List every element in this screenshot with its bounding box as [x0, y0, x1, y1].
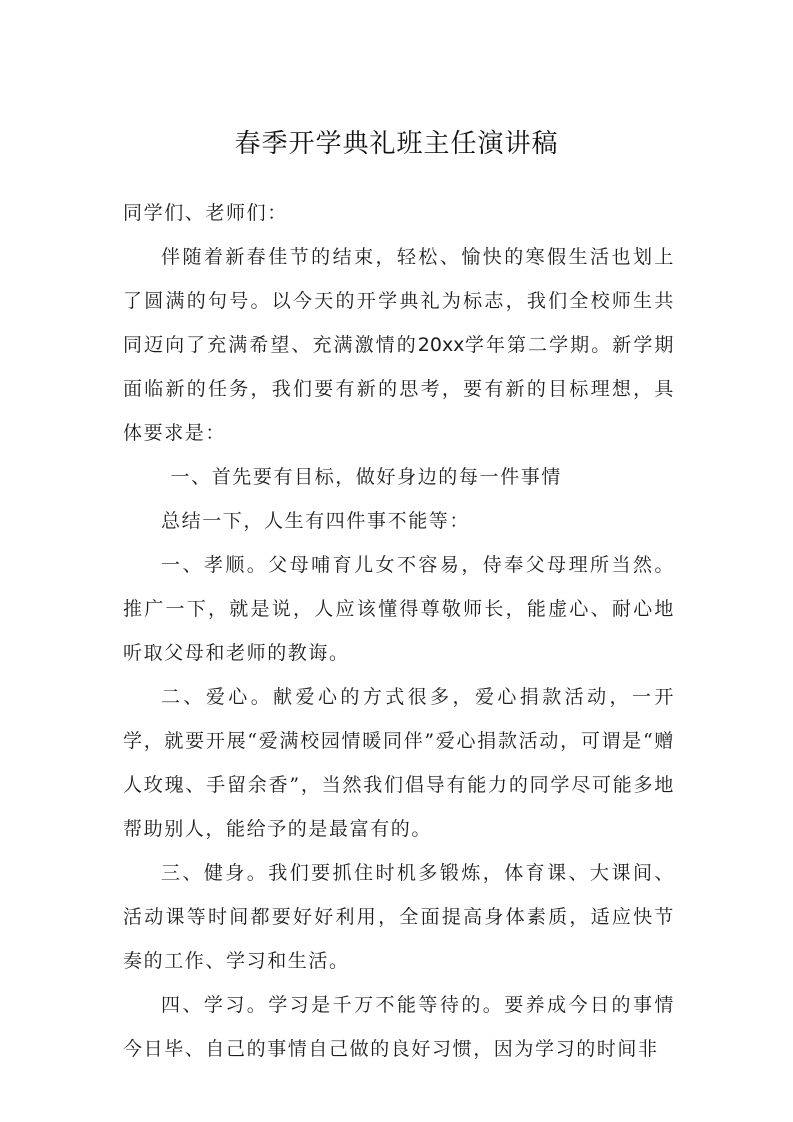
document-title: 春季开学典礼班主任演讲稿 [234, 129, 559, 159]
item-paragraph: 四、学习。学习是千万不能等待的。要养成今日的事情今日毕、自己的事情自己做的良好习惯，因为学习的时间非 [123, 994, 675, 1060]
intro-paragraph [123, 235, 675, 455]
document-body [123, 191, 675, 1071]
section-heading: 一、首先要有目标，做好身边的每一件事情 [170, 466, 562, 488]
intro-text-after: 学年第二学期。新学期面临新的任务，我们要有新的思考，要有新的目标理想，具体要求是： [123, 334, 675, 444]
school-year: 20xx [417, 334, 465, 356]
greeting: 同学们、老师们： [123, 202, 288, 224]
item-paragraph: 一、孝顺。父母哺育儿女不容易，侍奉父母理所当然。推广一下，就是说，人应该懂得尊敬师长，能虚心、耐心地听取父母和老师的教诲。 [123, 554, 675, 664]
summary-line: 总结一下，人生有四件事不能等： [161, 510, 471, 532]
item-paragraph: 三、健身。我们要抓住时机多锻炼，体育课、大课间、活动课等时间都要好好利用，全面提高身体素质，适应快节奏的工作、学习和生活。 [123, 862, 675, 972]
item-paragraph: 二、爱心。献爱心的方式很多，爱心捐款活动，一开学，就要开展“爱满校园情暖同伴”爱心捐款活动，可谓是“赠人玫瑰、手留余香”，当然我们倡导有能力的同学尽可能多地帮助别人，能给予的是最富有的。 [123, 686, 675, 840]
intro-text-before: 伴随着新春佳节的结束，轻松、愉快的寒假生活也划上了圆满的句号。以今天的开学典礼为标志，我们全校师生共同迈向了充满希望、充满激情的 [123, 246, 675, 356]
